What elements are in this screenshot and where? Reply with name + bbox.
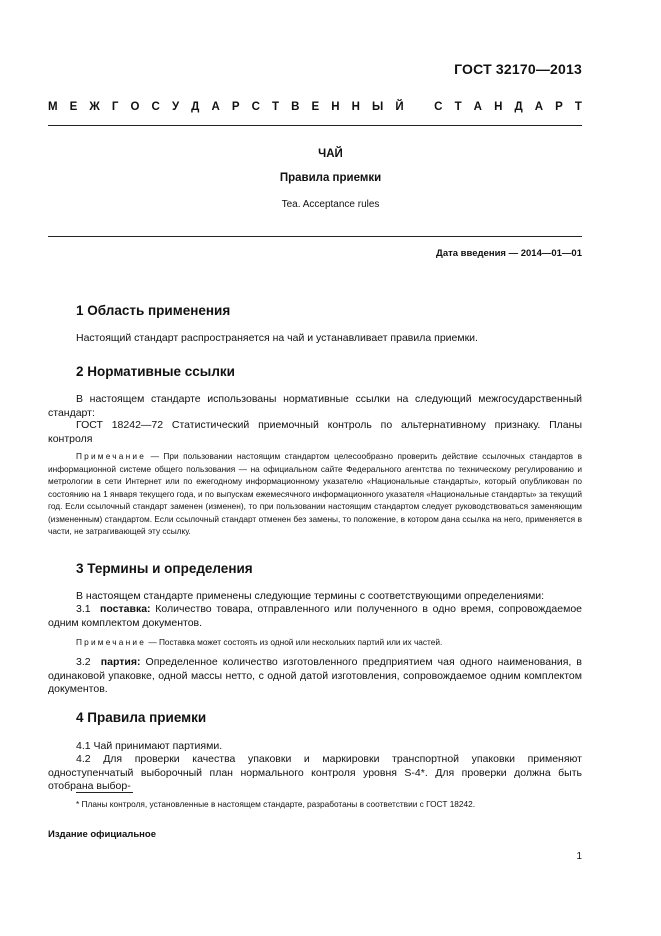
standard-type-letter: Й	[395, 101, 404, 113]
standard-type-letter: Н	[331, 101, 340, 113]
top-divider	[48, 125, 582, 126]
clause-4-2: 4.2 Для проверки качества упаковки и маркировки транспортной упаковки применяют одноступенчатый выборочный план нормального контроля уровня S-4*. Для проверки должна быть отобрана выбор-	[48, 753, 582, 792]
standard-type-letter: С	[434, 101, 443, 113]
document-subtitle: Правила приемки	[279, 172, 382, 184]
standard-type-letter: Т	[574, 101, 582, 113]
standard-type-letter: С	[151, 101, 160, 113]
section-2-note: Примечание — При пользовании настоящим стандартом целесообразно проверить действие ссылочных стандартов в информационной системе общего пользования — на официальном сайте Федерального агентства по техническому регулированию и метрологии в сети Интернет или по ежегодному информационному указателю «Национальные стандарты», который опубликован по состоянию на 1 января текущего года, и по выпускам ежемесячного информационного указателя «Национальные стандарты» за текущий год. Если ссылочный стандарт заменен (изменен), то при пользовании настоящим стандартом следует руководствоваться заменяющим (измененным) стандартом. Если ссылочный стандарт отменен без замены, то положение, в котором дана ссылка на него, применяется в части, не затрагивающей эту ссылку.	[48, 451, 582, 536]
english-title: Tea. Acceptance rules	[281, 199, 380, 210]
standard-type-letter: А	[534, 101, 544, 113]
term-3-2: 3.2 партия: Определенное количество изготовленного предприятием чая одного наименования, в одинаковой упаковке, одной массы нетто, с одной датой изготовления, сопровождаемое одним комплектом документов.	[48, 656, 582, 695]
standard-type-letter: Ж	[89, 101, 100, 113]
standard-type-letter: Д	[191, 101, 200, 113]
footnote: * Планы контроля, установленные в настоящем стандарте, разработаны в соответствии с ГОСТ 18242.	[76, 799, 476, 809]
standard-code: ГОСТ 32170—2013	[454, 61, 582, 77]
section-1-heading: 1 Область применения	[76, 303, 231, 318]
section-2-reference: ГОСТ 18242—72 Статистический приемочный контроль по альтернативному признаку. Планы контроля	[48, 419, 582, 445]
standard-type-letter: У	[171, 101, 180, 113]
section-1-text: Настоящий стандарт распространяется на чай и устанавливает правила приемки.	[76, 332, 478, 344]
standard-type-letter: Ы	[372, 101, 384, 113]
page-number: 1	[576, 851, 582, 862]
standard-type-letter: В	[291, 101, 300, 113]
standard-type-letter: Р	[231, 101, 240, 113]
standard-type-letter: С	[251, 101, 260, 113]
standard-type-letter: О	[130, 101, 140, 113]
section-2-heading: 2 Нормативные ссылки	[76, 364, 235, 379]
standard-type-letter: Д	[514, 101, 523, 113]
section-3-note: Примечание — Поставка может состоять из одной или нескольких партий или их частей.	[76, 637, 443, 647]
title-divider	[48, 236, 582, 237]
standard-type-letter: Е	[69, 101, 78, 113]
section-2-text: В настоящем стандарте использованы нормативные ссылки на следующий межгосударственный стандарт:	[48, 393, 582, 419]
standard-type-letter: А	[473, 101, 482, 113]
standard-type-letter: А	[211, 101, 220, 113]
standard-type-letter: Е	[311, 101, 320, 113]
standard-type-letter: М	[48, 101, 58, 113]
standard-type-letter: Р	[555, 101, 563, 113]
section-3-heading: 3 Термины и определения	[76, 561, 253, 576]
section-3-text: В настоящем стандарте применены следующие термины с соответствующими определениями:	[76, 590, 545, 602]
standard-type-letter: Н	[351, 101, 360, 113]
clause-4-1: 4.1 Чай принимают партиями.	[76, 740, 223, 752]
standard-type-letter: Т	[271, 101, 280, 113]
standard-type-letter: Г	[111, 101, 119, 113]
term-3-1: 3.1 поставка: Количество товара, отправленного или полученного в одно время, сопровождаемое одним комплектом документов.	[48, 603, 582, 629]
standard-type-letter: Т	[454, 101, 462, 113]
document-title: ЧАЙ	[318, 148, 343, 160]
edition-label: Издание официальное	[48, 829, 156, 840]
intro-date: Дата введения — 2014—01—01	[436, 248, 582, 259]
standard-type-heading	[48, 101, 582, 113]
standard-type-letter: Н	[494, 101, 503, 113]
footnote-divider	[76, 792, 133, 793]
standard-type-letter	[416, 101, 422, 113]
section-4-heading: 4 Правила приемки	[76, 710, 207, 725]
